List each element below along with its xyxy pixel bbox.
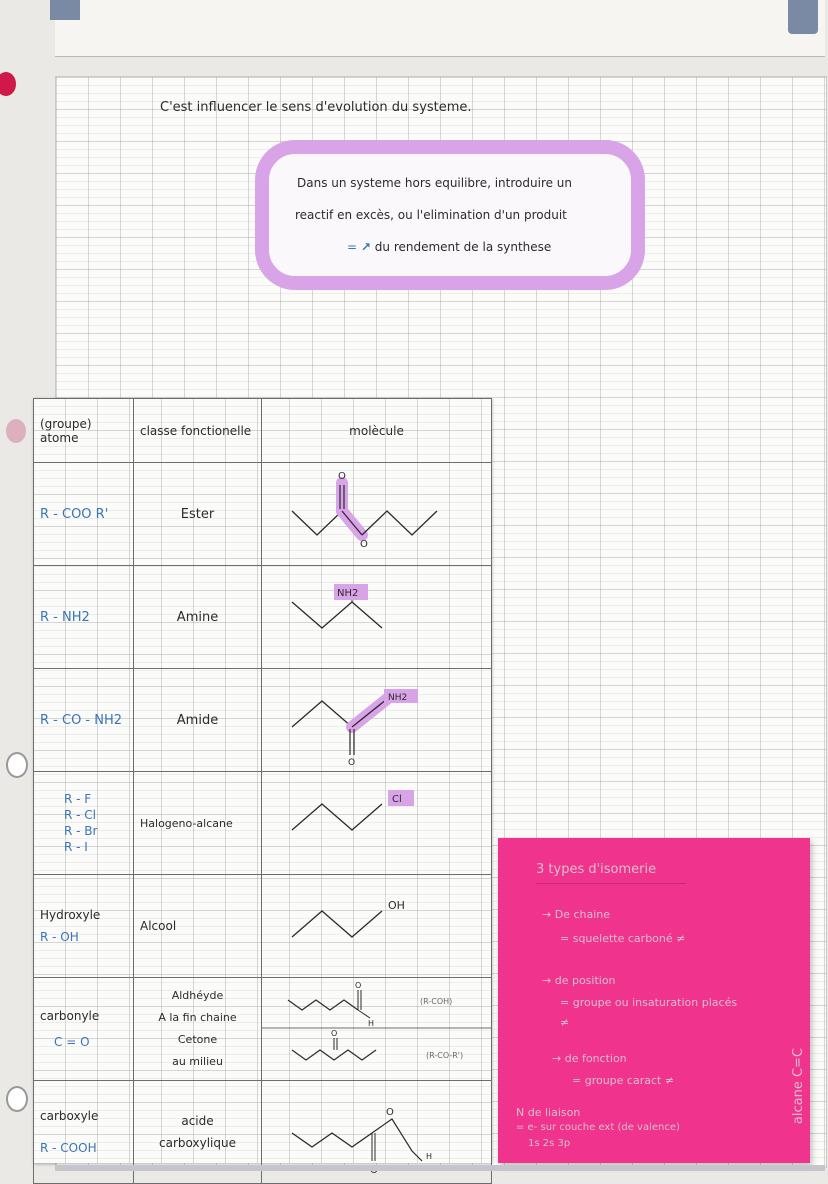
alcool-label-oh: OH: [388, 899, 405, 912]
row-amine-classe: Amine: [134, 566, 262, 669]
row-alcool-molecule: [262, 875, 492, 978]
row-halogeno-classe: Halogeno-alcane: [134, 772, 262, 875]
sticky-item-1: → De chaine: [542, 908, 611, 921]
halogeno-molecule: [262, 772, 492, 870]
corner-tab-right: [788, 0, 818, 34]
row-carboxyle-classe: acide carboxylique: [134, 1081, 262, 1184]
halogeno-label-cl: Cl: [392, 794, 402, 805]
amine-label-nh2: NH2: [337, 588, 359, 599]
row-alcool-atom: Hydroxyle R - OH: [34, 875, 134, 978]
bottom-strip: [55, 1165, 825, 1171]
carbonyle-molecule: [262, 978, 492, 1076]
row-alcool-classe: Alcool: [134, 875, 262, 978]
row-amide-molecule: [262, 669, 492, 772]
amide-label-o: O: [348, 758, 356, 767]
row-ester-classe: Ester: [134, 463, 262, 566]
sticky-item-10: 1s 2s 3p: [528, 1138, 571, 1149]
row-amine-molecule: [262, 566, 492, 669]
callout-line-3-text: du rendement de la synthese: [374, 240, 552, 254]
callout-line-1: Dans un systeme hors equilibre, introduire un: [297, 176, 573, 190]
top-strip: [55, 0, 825, 57]
functional-groups-table: [33, 398, 492, 1184]
ester-label-o2: O: [360, 539, 368, 550]
row-amide-atom: R - CO - NH2: [34, 669, 134, 772]
row-amide-classe: Amide: [134, 669, 262, 772]
row-carbonyle-classe: Aldhéyde A la fin chaine Cetone au milieu: [134, 978, 262, 1081]
binder-hole: [6, 1086, 28, 1112]
amide-molecule: [262, 669, 492, 767]
sticky-item-8: N de liaison: [516, 1106, 581, 1119]
sticky-item-4: = groupe ou insaturation placés: [560, 996, 738, 1009]
row-halogeno-atom: R - F R - Cl R - Br R - I: [34, 772, 134, 875]
sticky-item-9: = e- sur couche ext (de valence): [516, 1122, 680, 1133]
carbonyle-label-rcoh: (R-COH): [420, 997, 453, 1006]
cetone-label-rcor: (R-CO-R'): [426, 1051, 464, 1060]
functional-groups-sheet: [33, 398, 491, 1163]
header-atom: (groupe) atome: [34, 399, 134, 463]
callout-box: [255, 140, 645, 290]
sticky-item-6: → de fonction: [552, 1052, 627, 1065]
row-carbonyle-molecule: [262, 978, 492, 1081]
row-ester-atom: R - COO R': [34, 463, 134, 566]
sticky-item-3: → de position: [542, 974, 616, 987]
row-carboxyle-atom: carboxyle R - COOH: [34, 1081, 134, 1184]
binder-hole: [6, 419, 26, 443]
sticky-side-note: alcane C=C: [791, 1048, 806, 1125]
binder-hole: [6, 752, 28, 778]
sticky-item-5: ≠: [560, 1016, 570, 1029]
ester-molecule: [262, 463, 492, 561]
intro-text: C'est influencer le sens d'evolution du systeme.: [160, 100, 472, 115]
amide-label-nh2: NH2: [388, 693, 408, 703]
sticky-note: [498, 838, 810, 1163]
row-ester-molecule: [262, 463, 492, 566]
equals-sign: =: [347, 240, 358, 254]
binder-hole: [0, 72, 16, 96]
row-amine-atom: R - NH2: [34, 566, 134, 669]
corner-tab-left: [50, 0, 80, 20]
ester-label-o1: O: [338, 471, 346, 482]
alcool-molecule: [262, 875, 492, 973]
header-molecule: molècule: [262, 399, 492, 463]
callout-line-3: [347, 240, 551, 254]
carbonyle-label-h: H: [368, 1019, 375, 1028]
up-arrow-icon: ↗: [360, 240, 371, 254]
sticky-item-7: = groupe caract ≠: [572, 1074, 675, 1087]
sticky-title: 3 types d'isomerie: [536, 862, 686, 884]
sticky-item-2: = squelette carboné ≠: [560, 932, 686, 945]
carboxyle-label-o1: O: [386, 1107, 394, 1118]
row-carbonyle-atom: carbonyle C = O: [34, 978, 134, 1081]
carboxyle-label-h: H: [426, 1152, 433, 1161]
amine-molecule: [262, 566, 492, 664]
callout-line-2: reactif en excès, ou l'elimination d'un produit: [295, 208, 567, 222]
header-classe: classe fonctionelle: [134, 399, 262, 463]
cetone-label-o: O: [331, 1029, 338, 1038]
row-halogeno-molecule: [262, 772, 492, 875]
carbonyle-label-o: O: [355, 981, 362, 990]
